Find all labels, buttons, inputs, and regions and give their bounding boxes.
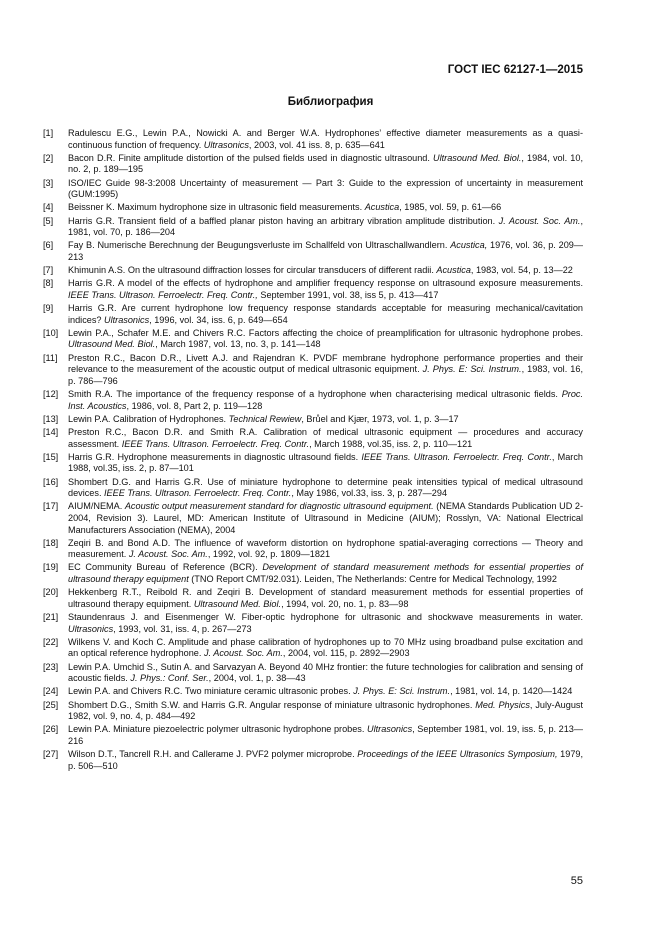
reference-item xyxy=(43,562,583,585)
reference-number: [21] xyxy=(43,612,59,623)
reference-text xyxy=(68,452,583,475)
reference-item xyxy=(43,303,583,326)
reference-text xyxy=(68,153,583,176)
reference-source-italic: Ultrasonics xyxy=(104,314,150,325)
page-number: 55 xyxy=(570,875,583,887)
reference-source-italic: Acustica xyxy=(364,202,400,213)
reference-item xyxy=(43,612,583,635)
reference-number: [10] xyxy=(43,327,59,338)
reference-number: [17] xyxy=(43,501,59,512)
reference-number: [3] xyxy=(43,177,54,188)
reference-text xyxy=(68,427,583,450)
reference-item xyxy=(43,216,583,239)
reference-text xyxy=(68,216,583,239)
reference-number: [14] xyxy=(43,426,59,437)
reference-number: [11] xyxy=(43,352,58,363)
reference-text xyxy=(68,749,583,772)
reference-number: [2] xyxy=(43,152,54,163)
reference-text xyxy=(68,587,583,610)
reference-text-part: , May 1986, vol.33, iss. 3, p. 287—294 xyxy=(291,488,448,499)
reference-text xyxy=(68,414,583,426)
reference-text-part: , September 1981, vol. 19, iss. 5, p. 213—216 xyxy=(68,724,583,746)
reference-text-part: , March 1987, vol. 13, no. 3, p. 141—148 xyxy=(155,339,321,350)
reference-text-part: Preston R.C., Bacon D.R., Livett A.J. and Rajendran K. PVDF membrane hydrophone performance properties and their relevance to the measurement of the acoustic output of medical ultrasonic equipment. xyxy=(68,352,583,375)
reference-text-part: , 1981, vol. 70, p. 186—204 xyxy=(68,215,583,238)
reference-text xyxy=(68,303,583,326)
reference-text-part: , 1992, vol. 92, p. 1809—1821 xyxy=(207,549,331,560)
reference-item xyxy=(43,389,583,412)
reference-text-part: Bacon D.R. Finite amplitude distortion of the pulsed fields used in diagnostic ultrasound. xyxy=(68,152,434,163)
reference-item xyxy=(43,414,583,426)
reference-number: [19] xyxy=(43,562,59,573)
reference-text-part: Wilson D.T., Tancrell R.H. and Callerame J. PVF2 polymer microprobe. xyxy=(68,749,358,760)
reference-item xyxy=(43,202,583,214)
reference-text-part: , March 1988, vol.35, iss. 2, p. 87—101 xyxy=(68,451,583,474)
reference-text xyxy=(68,202,583,214)
reference-text-part: Lewin P.A. Miniature piezoelectric polymer ultrasonic hydrophone probes. xyxy=(68,724,367,735)
reference-item xyxy=(43,686,583,698)
reference-text-part: September 1991, vol. 38, iss 5, p. 413—417 xyxy=(257,289,439,300)
reference-source-italic: J. Phys.: Conf. Ser. xyxy=(130,673,209,684)
reference-text-part: ISO/IEC Guide 98-3:2008 Uncertainty of measurement — Part 3: Guide to the expression of uncertainty in measurement (GUM:1995) xyxy=(68,177,583,200)
reference-item xyxy=(43,501,583,536)
reference-text-part: Beissner K. Maximum hydrophone size in ultrasonic field measurements. xyxy=(68,202,365,213)
reference-source-italic: Ultrasound Med. Biol. xyxy=(193,598,282,609)
reference-text-part: , Brůel and Kjær, 1973, vol. 1, p. 3—17 xyxy=(301,413,459,424)
reference-text-part: Lewin P.A. Calibration of Hydrophones. xyxy=(68,413,229,424)
reference-source-italic: Acustica xyxy=(436,265,471,276)
reference-number: [13] xyxy=(43,413,59,424)
reference-text xyxy=(68,662,583,685)
reference-source-italic: Acoustic output measurement standard for diagnostic ultrasound equipment. xyxy=(124,501,434,512)
reference-text xyxy=(68,353,583,388)
reference-item xyxy=(43,587,583,610)
reference-text xyxy=(68,612,583,635)
reference-text-part: (NEMA Standards Publication UD 2-2004, Revision 3). Laurel, MD: American Institute of Ultrasound in Medicine (AIUM); Rosslyn, VA: National Electrical Manufacturers Association (NEMA), 2004 xyxy=(68,501,583,535)
reference-text xyxy=(68,240,583,263)
reference-number: [18] xyxy=(43,537,59,548)
reference-text-part: , March 1988, vol.35, iss. 2, p. 110—121 xyxy=(309,438,473,449)
reference-number: [4] xyxy=(43,202,54,213)
reference-text-part: , 1984, vol. 10, no. 2, p. 189—195 xyxy=(68,152,583,175)
reference-text-part: , 1994, vol. 20, no. 1, p. 83—98 xyxy=(281,598,409,609)
reference-source-italic: IEEE Trans. Ultrason. Ferroelectr. Freq. Contr. xyxy=(121,438,310,449)
reference-text xyxy=(68,538,583,561)
reference-text-part: , 2003, vol. 41 iss. 8, p. 635—641 xyxy=(248,139,385,150)
reference-text-part: EC Community Bureau of Reference (BCR). xyxy=(68,562,263,573)
reference-number: [27] xyxy=(43,749,59,760)
reference-text-part: Shombert D.G. and Harris G.R. Use of miniature hydrophone to determine peak intensities typical of medical ultrasound devices. xyxy=(68,476,583,499)
reference-source-italic: IEEE Trans. Ultrason. Ferroelectr. Freq. Contr. xyxy=(361,451,552,462)
reference-number: [24] xyxy=(43,686,59,697)
reference-source-italic: Med. Physics xyxy=(475,699,530,710)
reference-text-part: Preston R.C., Bacon D.R. and Smith R.A. Calibration of medical ultrasonic equipment — procedures and accuracy assessment. xyxy=(68,426,583,449)
reference-source-italic: Development of standard measurement methods for essential properties of ultrasound therapy equipment xyxy=(68,562,583,585)
document-standard-header: ГОСТ IEC 62127-1—2015 xyxy=(447,64,583,76)
reference-text-part: Lewin P.A. Umchid S., Sutin A. and Sarvazyan A. Beyond 40 MHz frontier: the future technologies for calibration and sensing of acoustic fields. xyxy=(68,661,583,684)
reference-text-part: , 1996, vol. 34, iss. 6, p. 649—654 xyxy=(149,314,288,325)
reference-source-italic: J. Acoust. Soc. Am. xyxy=(128,549,208,560)
reference-item xyxy=(43,278,583,301)
reference-text-part: Fay B. Numerische Berechnung der Beugungsverluste im Schallfeld von Ultraschallwandlern. xyxy=(68,240,451,251)
reference-item xyxy=(43,353,583,388)
reference-item xyxy=(43,128,583,151)
reference-source-italic: Ultrasound Med. Biol. xyxy=(433,152,522,163)
reference-item xyxy=(43,452,583,475)
reference-text-part: , 1983, vol. 54, p. 13—22 xyxy=(470,265,573,276)
reference-number: [9] xyxy=(43,303,54,314)
reference-number: [15] xyxy=(43,451,59,462)
reference-text-part: Harris G.R. Transient field of a baffled planar piston having an arbitrary vibration amplitude distribution. xyxy=(68,215,499,226)
reference-source-italic: IEEE Trans. Ultrason. Ferroelectr. Freq. Contr. xyxy=(104,488,292,499)
reference-text-part: Radulescu E.G., Lewin P.A., Nowicki A. and Berger W.A. Hydrophones’ effective diameter measurements as a quasi-continuous function of frequency. xyxy=(68,128,583,150)
reference-item xyxy=(43,700,583,723)
reference-text-part: Harris G.R. Are current hydrophone low frequency response standards acceptable for measuring mechanical/cavitation indices? xyxy=(68,303,583,325)
reference-item xyxy=(43,178,583,201)
reference-source-italic: Ultrasonics xyxy=(68,623,114,634)
reference-number: [16] xyxy=(43,476,59,487)
reference-text xyxy=(68,328,583,351)
reference-text-part: , 2004, vol. 1, p. 38—43 xyxy=(208,673,306,684)
reference-text-part: Wilkens V. and Koch C. Amplitude and phase calibration of hydrophones up to 70 MHz using broadband pulse excitation and an optical reference hydrophone. xyxy=(68,636,583,659)
reference-source-italic: Ultrasonics xyxy=(203,139,249,150)
reference-source-italic: J. Phys. E: Sci. Instrum. xyxy=(422,364,522,375)
reference-item xyxy=(43,662,583,685)
reference-text-part: 1979, p. 506—510 xyxy=(68,749,584,771)
reference-text-part: Lewin P.A., Schafer M.E. and Chivers R.C. Factors affecting the choice of preamplification for ultrasonic hydrophone probes. xyxy=(68,327,583,338)
reference-text xyxy=(68,562,583,585)
reference-text-part: , 1985, vol. 59, p. 61—66 xyxy=(399,202,502,213)
reference-text xyxy=(68,265,583,277)
reference-text xyxy=(68,724,583,747)
reference-number: [26] xyxy=(43,724,59,735)
reference-item xyxy=(43,637,583,660)
reference-item xyxy=(43,153,583,176)
reference-number: [5] xyxy=(43,215,54,226)
reference-text-part: 1976, vol. 36, p. 209—213 xyxy=(68,240,583,262)
reference-text xyxy=(68,278,583,301)
reference-item xyxy=(43,328,583,351)
reference-text xyxy=(68,686,583,698)
reference-text-part: Harris G.R. A model of the effects of hydrophone and amplifier frequency response on ultrasound exposure measurements. xyxy=(68,278,583,289)
reference-number: [23] xyxy=(43,661,59,672)
reference-text-part: , 1981, vol. 14, p. 1420—1424 xyxy=(450,686,573,697)
reference-text-part: (TNO Report CMT/92.031). Leiden, The Netherlands: Centre for Medical Technology, 1992 xyxy=(188,574,557,585)
reference-text-part: Smith R.A. The importance of the frequency response of a hydrophone when characterising medical ultrasonic fields. xyxy=(68,389,562,399)
reference-text xyxy=(68,178,583,201)
reference-text-part: Khimunin A.S. On the ultrasound diffraction losses for circular transducers of different radii. xyxy=(68,265,437,276)
reference-item xyxy=(43,724,583,747)
reference-source-italic: IEEE Trans. Ultrason. Ferroelectr. Freq. Contr., xyxy=(68,289,258,300)
reference-source-italic: Ultrasonics xyxy=(367,724,413,735)
reference-number: [22] xyxy=(43,636,59,647)
reference-text-part: , 1993, vol. 31, iss. 4, p. 267—273 xyxy=(113,623,252,634)
reference-source-italic: Ultrasound Med. Biol. xyxy=(68,339,156,350)
reference-text-part: Lewin P.A. and Chivers R.C. Two miniature ceramic ultrasonic probes. xyxy=(68,686,354,697)
reference-number: [6] xyxy=(43,240,54,251)
reference-source-italic: Technical Rewiew xyxy=(228,413,302,424)
reference-text-part: AIUM/NEMA. xyxy=(68,501,125,512)
reference-number: [7] xyxy=(43,265,54,276)
reference-source-italic: Proceedings of the IEEE Ultrasonics Symposium, xyxy=(357,749,558,760)
reference-item xyxy=(43,749,583,772)
reference-item xyxy=(43,240,583,263)
reference-text-part: Harris G.R. Hydrophone measurements in diagnostic ultrasound fields. xyxy=(68,451,362,462)
reference-number: [8] xyxy=(43,278,54,289)
reference-item xyxy=(43,427,583,450)
reference-text-part: Shombert D.G., Smith S.W. and Harris G.R. Angular response of miniature ultrasonic hydrophones. xyxy=(68,699,476,710)
reference-number: [20] xyxy=(43,587,59,598)
reference-source-italic: J. Acoust. Soc. Am. xyxy=(498,215,581,226)
reference-text-part: , 2004, vol. 115, p. 2892—2903 xyxy=(282,648,410,659)
reference-text xyxy=(68,637,583,660)
reference-text xyxy=(68,501,583,536)
reference-source-italic: J. Phys. E: Sci. Instrum. xyxy=(353,686,451,697)
reference-text-part: Hekkenberg R.T., Reibold R. and Zeqiri B. Development of standard measurement methods for essential properties of ultrasound therapy equipment. xyxy=(68,587,583,609)
reference-number: [25] xyxy=(43,699,59,710)
reference-text-part: , 1986, vol. 8, Part 2, p. 119—128 xyxy=(126,400,263,411)
reference-text-part: , 1983, vol. 16, p. 786—796 xyxy=(68,364,583,386)
reference-text xyxy=(68,128,583,151)
reference-item xyxy=(43,265,583,277)
reference-item xyxy=(43,477,583,500)
reference-source-italic: J. Acoust. Soc. Am. xyxy=(203,648,283,659)
reference-text xyxy=(68,700,583,723)
reference-source-italic: Proc. Inst. Acoustics xyxy=(68,389,583,411)
reference-text xyxy=(68,389,583,412)
reference-text-part: Staundenraus J. and Eisenmenger W. Fiber-optic hydrophone for ultrasonic and shockwave measurements in water. xyxy=(68,612,583,623)
reference-source-italic: Acustica, xyxy=(450,240,488,251)
reference-text-part: Zeqiri B. and Bond A.D. The influence of waveform distortion on hydrophone spatial-averaging corrections — Theory and measurement. xyxy=(68,537,583,560)
reference-text-part: , July-August 1982, vol. 9, no. 4, p. 484—492 xyxy=(68,699,584,722)
reference-number: [12] xyxy=(43,389,59,399)
page-title: Библиография xyxy=(287,96,374,108)
reference-item xyxy=(43,538,583,561)
reference-number: [1] xyxy=(43,128,54,138)
bibliography-list xyxy=(43,128,583,774)
reference-text xyxy=(68,477,583,500)
